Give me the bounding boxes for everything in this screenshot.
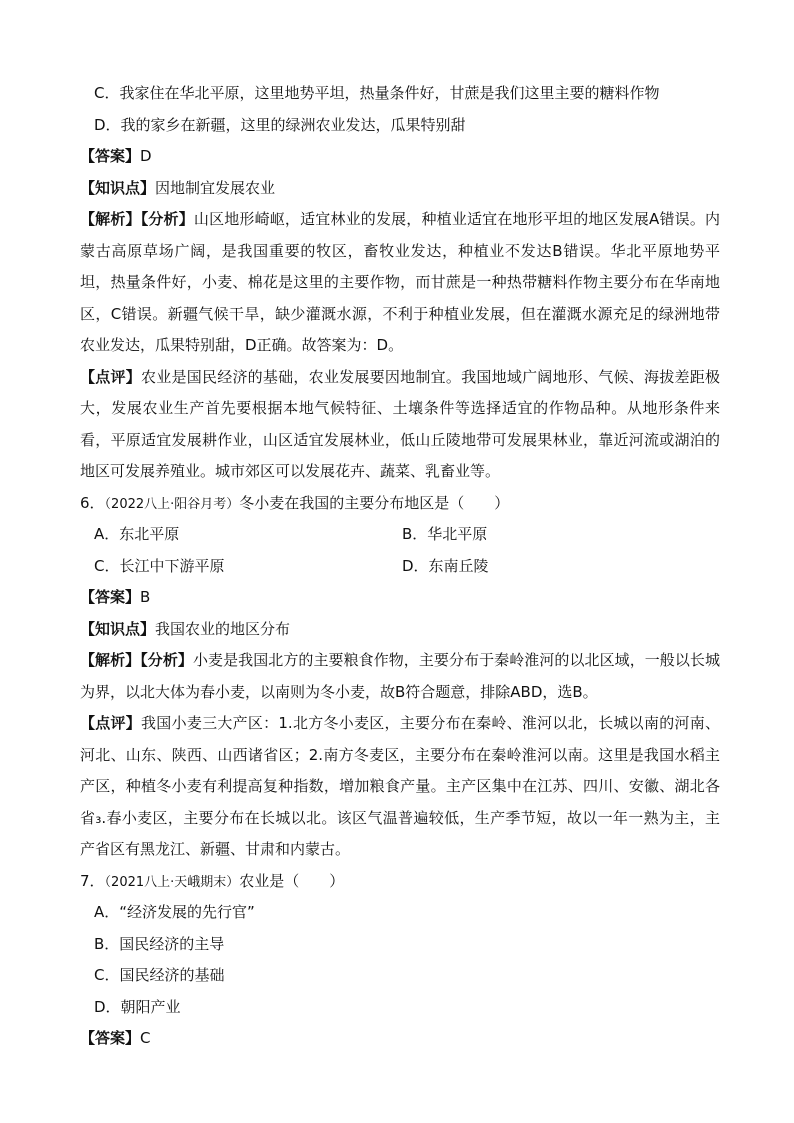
q5-comment — [80, 362, 720, 488]
q6-option-b: B．华北平原 — [402, 525, 488, 543]
analysis-text: 小麦是我国北方的主要粮食作物，主要分布于秦岭淮河的以北区域，一般以长城为界，以北大体为春小麦，以南则为冬小麦，故B符合题意，排除ABD，选B。 — [80, 651, 720, 701]
q6-options-row-2 — [80, 551, 720, 583]
question-source: （2022八上·阳谷月考） — [104, 496, 240, 512]
answer-tag: 【答案】 — [80, 588, 141, 606]
q6-options-row-1 — [80, 519, 720, 551]
q7-option-b: B．国民经济的主导 — [94, 934, 225, 953]
comment-text: 我国小麦三大产区：1.北方冬小麦区，主要分布在秦岭、淮河以北，长城以南的河南、河北、山东、陕西、山西诸省区；2.南方冬麦区，主要分布在秦岭淮河以南。这里是我国水稻主产区，种植冬小麦有利提高复种指数，增加粮食产量。主产区集中在江苏、四川、安徽、湖北各省₃.春小麦区，主要分布在长城以北。该区气温普遍较低，生产季节短，故以一年一熟为主，主产省区有黑龙江、新疆、甘肃和内蒙古。 — [80, 714, 720, 858]
knowledge-point-tag: 【知识点】 — [80, 178, 156, 197]
answer-tag: 【答案】 — [80, 1029, 141, 1047]
q7-option-d: D．朝阳产业 — [94, 997, 181, 1016]
q5-knowledge-point — [80, 173, 720, 205]
q6-comment — [80, 708, 720, 866]
q6-option-c: C．长江中下游平原 — [94, 556, 225, 575]
question-stem: 农业是（ ） — [239, 871, 345, 890]
q5-answer — [80, 141, 720, 173]
knowledge-point-tag: 【知识点】 — [80, 619, 156, 638]
knowledge-point-value: 因地制宜发展农业 — [155, 178, 276, 197]
question-number: 7． — [80, 871, 105, 890]
comment-tag: 【点评】 — [80, 367, 141, 386]
q6-knowledge-point — [80, 614, 720, 646]
q5-option-c: C．我家住在华北平原，这里地势平坦，热量条件好，甘蔗是我们这里主要的糖料作物 — [94, 84, 660, 102]
q7-option-a: A．“经济发展的先行官” — [94, 903, 255, 921]
q6-heading — [80, 488, 720, 520]
q7-option-c: C．国民经济的基础 — [94, 966, 225, 984]
q6-option-d: D．东南丘陵 — [402, 556, 489, 575]
answer-value: C — [140, 1029, 151, 1047]
comment-tag: 【点评】 — [80, 714, 142, 732]
analysis-tag: 【解析】【分析】 — [80, 210, 194, 228]
knowledge-point-value: 我国农业的地区分布 — [155, 619, 291, 638]
comment-text: 农业是国民经济的基础，农业发展要因地制宜。我国地域广阔地形、气候、海拔差距极大，发展农业生产首先要根据本地气候特征、土壤条件等选择适宜的作物品种。从地形条件来看，平原适宜发展耕作业，山区适宜发展林业，低山丘陵地带可发展果林业，靠近河流或湖泊的地区可发展养殖业。城市郊区可以发展花卉、蔬菜、乳畜业等。 — [80, 367, 720, 480]
q7-answer — [80, 1023, 720, 1055]
analysis-tag: 【解析】【分析】 — [80, 651, 193, 669]
q5-option-d: D．我的家乡在新疆，这里的绿洲农业发达，瓜果特别甜 — [94, 115, 466, 134]
answer-value: B — [140, 588, 151, 606]
q6-analysis — [80, 645, 720, 708]
question-number: 6． — [80, 493, 105, 512]
analysis-text: 山区地形崎岖，适宜林业的发展，种植业适宜在地形平坦的地区发展A错误。内蒙古高原草场广阔，是我国重要的牧区，畜牧业发达，种植业不发达B错误。华北平原地势平坦，热量条件好，小麦、棉花是这里的主要作物，而甘蔗是一种热带糖料作物主要分布在华南地区，C错误。新疆气候干旱，缺少灌溉水源，不利于种植业发展，但在灌溉水源充足的绿洲地带农业发达，瓜果特别甜，D正确。故答案为：D。 — [80, 210, 720, 354]
question-source: （2021八上·天峨期末） — [104, 874, 240, 890]
answer-tag: 【答案】 — [80, 147, 141, 165]
q6-option-a: A．东北平原 — [94, 525, 180, 543]
q6-answer — [80, 582, 720, 614]
answer-value: D — [140, 147, 152, 165]
q5-analysis — [80, 204, 720, 362]
q7-heading — [80, 866, 720, 898]
question-stem: 冬小麦在我国的主要分布地区是（ ） — [239, 493, 510, 512]
